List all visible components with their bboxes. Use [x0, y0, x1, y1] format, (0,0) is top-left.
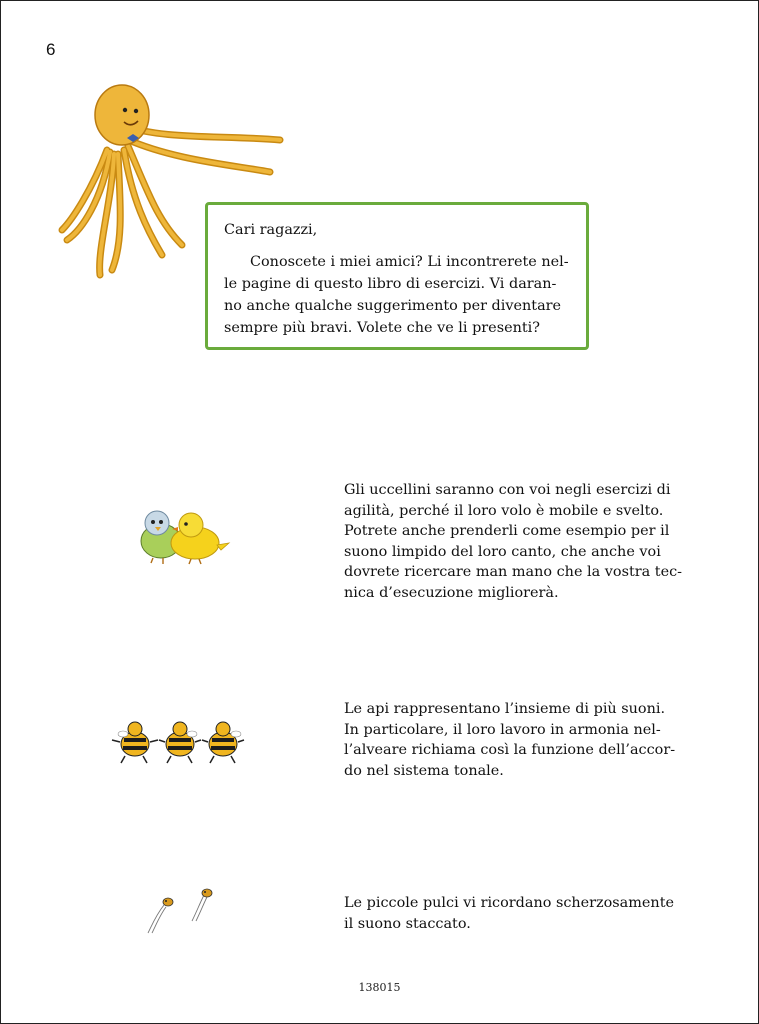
letter-greeting: Cari ragazzi,: [224, 222, 318, 238]
fleas-description: [344, 893, 724, 934]
bees-illustration: [110, 712, 250, 770]
birds-illustration: [133, 505, 233, 567]
text-line: Potrete anche prenderli come esempio per il: [344, 523, 670, 539]
page-number: 6: [46, 40, 56, 59]
letter-line: le pagine di questo libro di esercizi. Vi daran-: [224, 276, 557, 292]
footer-code: 138015: [358, 981, 401, 994]
text-line: dovrete ricercare man mano che la vostra tec-: [344, 564, 683, 580]
text-line: In particolare, il loro lavoro in armonia nel-: [344, 721, 661, 738]
text-line: il suono staccato.: [344, 915, 471, 932]
letter-line: sempre più bravi. Volete che ve li presenti?: [224, 320, 540, 336]
birds-description: [344, 480, 724, 603]
text-line: do nel sistema tonale.: [344, 762, 504, 779]
intro-letter-box: [205, 202, 589, 350]
letter-body: [224, 251, 570, 339]
letter-line: no anche qualche suggerimento per diventare: [224, 298, 562, 314]
text-line: nica d’esecuzione migliorerà.: [344, 584, 559, 601]
text-line: Le piccole pulci vi ricordano scherzosamente: [344, 895, 674, 911]
text-line: Le api rappresentano l’insieme di più suoni.: [344, 701, 666, 717]
text-line: l’alveare richiama così la funzione dell’accor-: [344, 742, 676, 758]
bees-description: [344, 699, 724, 781]
text-line: agilità, perché il loro volo è mobile e svelto.: [344, 502, 664, 519]
text-line: Gli uccellini saranno con voi negli esercizi di: [344, 482, 671, 498]
letter-line: Conoscete i miei amici? Li incontrerete nel-: [250, 254, 569, 270]
text-line: suono limpido del loro canto, che anche voi: [344, 543, 661, 560]
fleas-illustration: [142, 885, 217, 937]
